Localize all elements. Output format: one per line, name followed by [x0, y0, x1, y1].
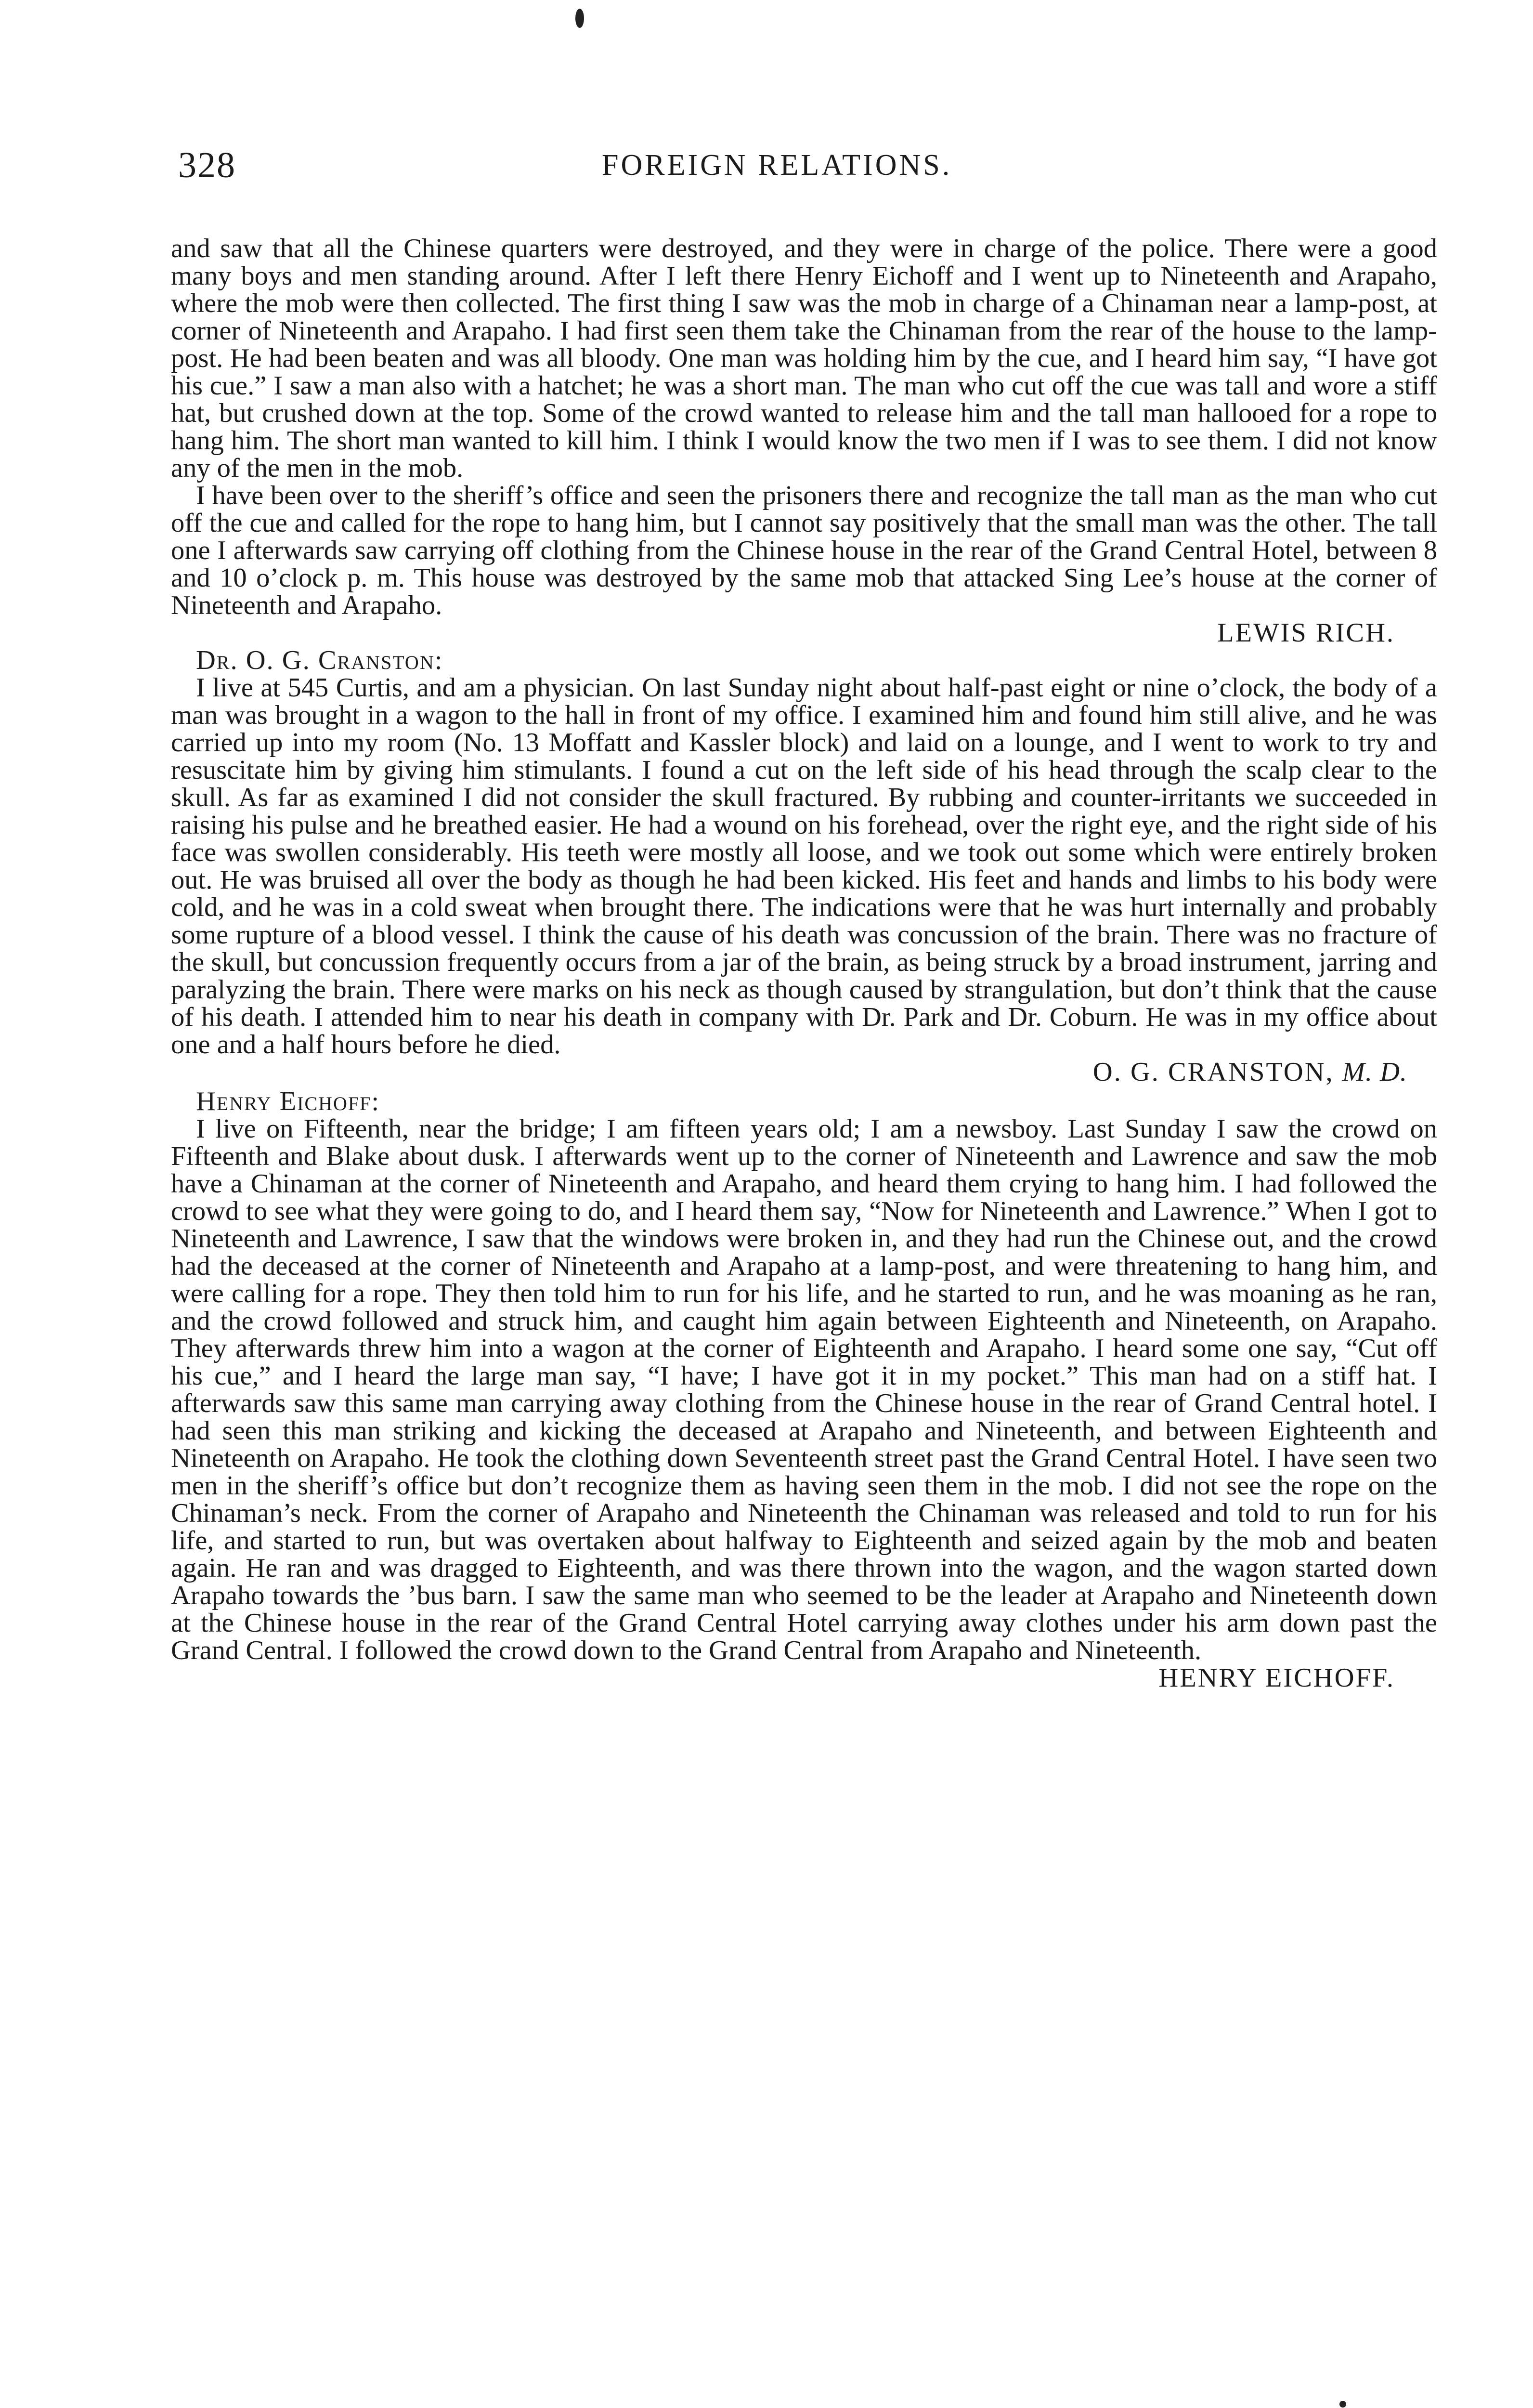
cranston-paragraph-1: I live at 545 Curtis, and am a physician. On last Sunday night about half-past eight or nine o’clock, the body of a man was brought in a wagon to the hall in front of my office. I examined him and found him still alive, and he was carried up into my room (No. 13 Moffatt and Kassler block) and laid on a lounge, and I went to work to try and resuscitate him by giving him stimulants. I found a cut on the left side of his head through the scalp clear to the skull. As far as examined I did not consider the skull fractured. By rubbing and counter-irritants we succeeded in raising his pulse and he breathed easier. He had a wound on his forehead, over the right eye, and the right side of his face was swollen considerably. His teeth were mostly all loose, and we took out some which were entirely broken out. He was bruised all over the body as though he had been kicked. His feet and hands and limbs to his body were cold, and he was in a cold sweat when brought there. The indications were that he was hurt internally and probably some rupture of a blood vessel. I think the cause of his death was concussion of the brain. There was no fracture of the skull, but concussion frequently occurs from a jar of the brain, as being struck by a broad instrument, jarring and paralyzing the brain. There were marks on his neck as though caused by strangulation, but don’t think that the cause of his death. I attended him to near his death in company with Dr. Park and Dr. Coburn. He was in my office about one and a half hours before he died. — [171, 673, 1437, 1060]
cranston-signature-name: O. G. CRANSTON, — [1092, 1057, 1334, 1087]
page-header — [178, 144, 1440, 197]
page-number: 328 — [178, 145, 236, 185]
cranston-signature-title: M. D. — [1342, 1057, 1407, 1087]
running-head: FOREIGN RELATIONS. — [602, 149, 952, 182]
page-body — [171, 235, 1437, 1692]
eichoff-heading: Henry Eichoff: — [196, 1086, 380, 1116]
rich-paragraph-2: I have been over to the sheriff’s office and seen the prisoners there and recognize the tall man as the man who cut off the cue and called for the rope to hang him, but I cannot say positively that the small man was the other. The tall one I afterwards saw carrying off clothing from the Chinese house in the rear of the Grand Central Hotel, between 8 and 10 o’clock p. m. This house was destroyed by the same mob that attacked Sing Lee’s house at the corner of Nineteenth and Arapaho. — [171, 481, 1437, 620]
rich-signature: LEWIS RICH. — [1217, 618, 1395, 648]
cranston-heading: Dr. O. G. Cranston: — [196, 645, 443, 675]
ink-dot-bottom — [1339, 2401, 1346, 2408]
rich-paragraph-1: and saw that all the Chinese quarters were destroyed, and they were in charge of the police. There were a good many boys and men standing around. After I left there Henry Eichoff and I went up to Nineteenth and Arapaho, where the mob were then collected. The first thing I saw was the mob in charge of a Chinaman near a lamp-post, at corner of Nineteenth and Arapaho. I had first seen them take the Chinaman from the rear of the house to the lamp-post. He had been beaten and was all bloody. One man was holding him by the cue, and I heard him say, “I have got his cue.” I saw a man also with a hatchet; he was a short man. The man who cut off the cue was tall and wore a stiff hat, but crushed down at the top. Some of the crowd wanted to release him and the tall man hallooed for a rope to hang him. The short man wanted to kill him. I think I would know the two men if I was to see them. I did not know any of the men in the mob. — [171, 234, 1437, 483]
eichoff-signature: HENRY EICHOFF. — [1158, 1663, 1395, 1693]
eichoff-paragraph-1: I live on Fifteenth, near the bridge; I am fifteen years old; I am a newsboy. Last Sunday I saw the crowd on Fifteenth and Blake about dusk. I afterwards went up to the corner of Nineteenth and Lawrence and saw the mob have a Chinaman at the corner of Nineteenth and Arapaho, and heard them crying to hang him. I had followed the crowd to see what they were going to do, and I heard them say, “Now for Nineteenth and Lawrence.” When I got to Nineteenth and Lawrence, I saw that the windows were broken in, and they had run the Chinese out, and the crowd had the deceased at the corner of Nineteenth and Arapaho at a lamp-post, and were threatening to hang him, and were calling for a rope. They then told him to run for his life, and he started to run, and he was moaning as he ran, and the crowd followed and struck him, and caught him again between Eighteenth and Nineteenth, on Arapaho. They afterwards threw him into a wagon at the corner of Eighteenth and Arapaho. I heard some one say, “Cut off his cue,” and I heard the large man say, “I have; I have got it in my pocket.” This man had on a stiff hat. I afterwards saw this same man carrying away clothing from the Chinese house in the rear of Grand Central hotel. I had seen this man striking and kicking the deceased at Arapaho and Nineteenth, and between Eighteenth and Nineteenth on Arapaho. He took the clothing down Seventeenth street past the Grand Central Hotel. I have seen two men in the sheriff’s office but don’t recognize them as having seen them in the mob. I did not see the rope on the Chinaman’s neck. From the corner of Arapaho and Nineteenth the Chinaman was released and told to run for his life, and started to run, but was overtaken about halfway to Eighteenth and seized again by the mob and beaten again. He ran and was dragged to Eighteenth, and was there thrown into the wagon, and the wagon started down Arapaho towards the ’bus barn. I saw the same man who seemed to be the leader at Arapaho and Nineteenth down at the Chinese house in the rear of the Grand Central Hotel carrying away clothes under his arm down past the Grand Central. I followed the crowd down to the Grand Central from Arapaho and Nineteenth. — [171, 1114, 1437, 1665]
ink-blot-top — [575, 9, 584, 28]
cranston-signature — [171, 1059, 1437, 1086]
